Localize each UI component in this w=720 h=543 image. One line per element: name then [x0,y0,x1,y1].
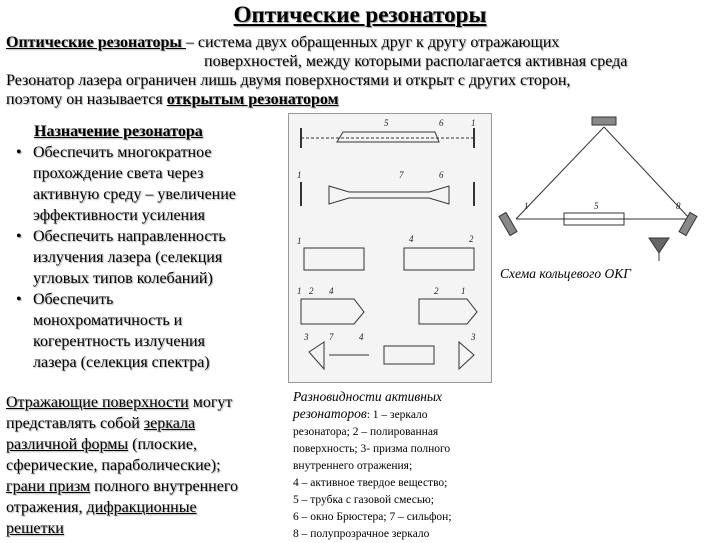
bullet-line: активную среду – увеличение [33,186,236,203]
diagram-label: 4 [329,286,334,296]
legend-item: поверхность; 3- призма полного [293,443,451,455]
mirrors-term: решетки [6,520,64,537]
mirrors-term: зеркала [143,415,196,432]
purpose-section [8,121,288,373]
diagram-label: 1 [524,201,529,211]
open-resonator-line-1: Резонатор лазера ограничен лишь двумя поверхностями и открыт с других сторон, [6,72,571,89]
page-title: Оптические резонаторы [233,2,487,27]
text: (плоские, [128,436,197,453]
mirrors-term: грани призм [6,478,91,495]
output-prism [649,238,669,253]
diagram-label: 5 [594,201,599,211]
legend-text: : 1 – зеркало [366,409,428,421]
diagram-label: 6 [439,170,444,180]
mirrors-paragraph [6,392,286,539]
diagram-label: 3 [304,332,309,342]
resonator-variants-svg [289,114,491,382]
legend-item: внутреннего отражения; [293,460,413,472]
bullet-line: угловых типов колебаний) [33,270,213,287]
text: представлять собой [6,415,144,432]
diagram-label: 2 [469,234,474,244]
bullet-line: • Обеспечить многократное [33,144,212,161]
definition-line-2: поверхностей, между которыми располагается активная среда [204,53,628,70]
resonator-variants-diagram [288,113,492,383]
prism [459,342,474,369]
active-rod [301,299,364,324]
purpose-heading: Назначение резонатора [34,123,203,140]
bullet-line: прохождение света через [33,165,204,182]
diagram-label: 8 [676,201,681,211]
diagram-label: 5 [384,118,389,128]
purpose-bullet-1 [8,142,288,226]
diagram-label: 4 [359,332,364,342]
definition-text: – система двух обращенных друг к другу отражающих [185,34,560,51]
text: сферические, параболические); [6,457,221,474]
active-rod [404,248,474,270]
ring-laser-svg [494,113,712,265]
purpose-bullet-2 [8,226,288,289]
diagram-label: 1 [461,286,466,296]
diagram-label: 2 [309,286,314,296]
bullet-line: эффективности усиления [33,207,206,224]
mirrors-term: различной формы [6,436,129,453]
legend-item: 4 – активное твердое вещество; [293,477,448,489]
bullet-line: излучения лазера (селекция [33,249,223,266]
text: полного внутреннего [90,478,238,495]
diagram-label: 4 [409,234,414,244]
prism [309,342,324,369]
legend-lead: резонаторов [293,406,367,421]
diagram-label: 1 [297,286,302,296]
text: отражения, [6,499,87,516]
variants-legend [293,388,513,543]
diagram-label: 6 [439,118,444,128]
legend-item: резонатора; 2 – полированная [293,426,439,438]
mirror [592,117,616,125]
legend-item: 5 – трубка с газовой смесью; [293,494,434,506]
bullet-line: лазера (селекция спектра) [33,354,210,371]
diagram-label: 2 [434,286,439,296]
mirror [499,212,517,235]
text: могут [188,394,233,411]
diagram-label: 3 [471,332,476,342]
active-rod [419,299,477,324]
definition-line-1 [6,33,559,52]
open-resonator-term: открытым резонатором [166,91,339,108]
ring-laser-caption: Схема кольцевого ОКГ [500,266,631,281]
open-resonator-line-2 [6,90,339,109]
mirrors-term: Отражающие поверхности [6,394,189,411]
legend-item: 6 – окно Брюстера; 7 – сильфон; [293,511,452,523]
gas-tube [337,132,439,142]
bullet-line: • Обеспечить [33,291,114,308]
bullet-line: монохроматичность и [33,312,183,329]
mirror [679,212,697,235]
legend-item: 8 – полупрозрачное зеркало [293,528,430,540]
mirrors-term: дифракционные [86,499,197,516]
diagram-label: 1 [297,170,302,180]
purpose-bullet-3 [8,289,288,373]
diagram-label: 7 [329,332,334,342]
active-rod [384,346,434,364]
diagram-label: 1 [297,236,302,246]
bullet-line: когерентность излучения [33,333,205,350]
bellows-tube [329,186,449,204]
bullet-line: • Обеспечить направленность [33,228,226,245]
ring-laser-diagram [494,113,712,265]
active-rod [304,248,364,270]
open-resonator-prefix: поэтому он называется [6,91,167,108]
legend-lead: Разновидности активных [293,389,443,404]
definition-term: Оптические резонаторы [6,34,186,51]
diagram-label: 7 [399,170,404,180]
diagram-label: 1 [471,118,476,128]
